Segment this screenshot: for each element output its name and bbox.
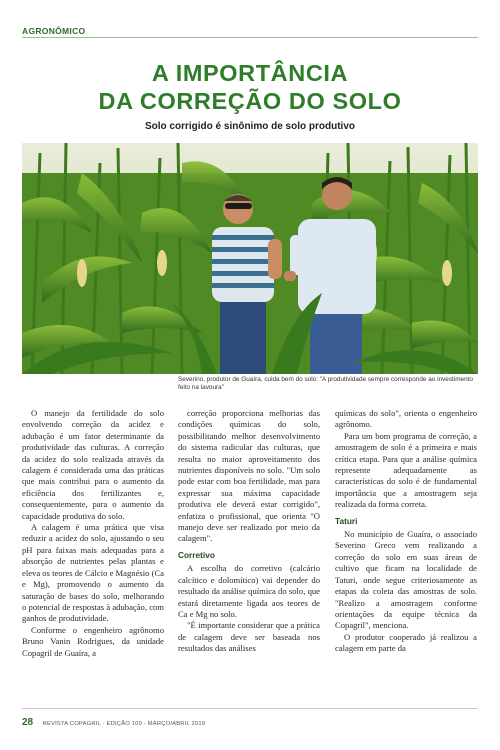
section-label: AGRONÔMICO — [22, 26, 86, 36]
paragraph: Conforme o engenheiro agrônomo Bruno Vanin Rodrigues, da unidade Copagril de Guaíra, a — [22, 624, 164, 658]
article-column-2 — [178, 408, 320, 655]
paragraph: químicas do solo", orienta o engenheiro agrônomo. — [335, 408, 477, 430]
photo-caption: Severino, produtor de Guaíra, cuida bem do solo: "A produtividade sempre corresponde ao investimento feito na lavoura" — [178, 376, 473, 391]
paragraph: A calagem é uma prática que visa reduzir a acidez do solo, ajustando o seu pH para faixas mais adequadas para a absorção de nutrientes pelas plantas e eleva os teores de Cálcio e Magnésio (Ca e Mg), promovendo o aumento da saturação de bases do solo, melhorando o potencial de respostas à adubação, com ganhos de produtividade. — [22, 522, 164, 624]
cornfield-photo — [22, 143, 478, 374]
paragraph: O manejo da fertilidade do solo envolvendo correção da acidez e adubação é um fator determinante da produtividade das culturas. A correção da acidez do solo realizada através da calagem é considerada uma das práticas que mais contribui para o aumento da eficiência dos fertilizantes e, consequentemente, para o aumento da capacidade produtiva do solo. — [22, 408, 164, 521]
section-divider — [22, 37, 478, 38]
footer-divider — [22, 708, 478, 709]
subheading-taturi: Taturi — [335, 515, 358, 526]
page-number: 28 — [22, 717, 34, 728]
paragraph: A escolha do corretivo (calcário calcítico e dolomítico) vai depender do resultado da análise química do solo, que estará diretamente ligada aos teores de Ca e Mg no solo. — [178, 563, 320, 619]
publication-info: REVISTA COPAGRIL - EDIÇÃO 109 - MARÇO/ABRIL 2019 — [42, 721, 206, 727]
article-subtitle: Solo corrigido é sinônimo de solo produtivo — [144, 121, 355, 132]
subheading-corretivo: Corretivo — [178, 549, 215, 560]
page-footer — [22, 712, 205, 730]
paragraph: O produtor cooperado já realizou a calagem em parte da — [335, 631, 477, 654]
paragraph: correção proporciona melhorias das condições químicas do solo, possibilitando melhor desenvolvimento do sistema radicular das culturas, que resulta no maior aproveitamento dos nutrientes disponíveis no solo. "Um solo pode estar com boa fertilidade, mas para expressar sua máxima capacidade produtiva ele deverá estar corrigido", enfatiza o profissional, que orienta "O manejo deve ser realizado por meio da calagem". — [178, 408, 320, 544]
article-column-1 — [22, 408, 164, 659]
article-title-line1: A IMPORTÂNCIA — [151, 60, 349, 86]
paragraph: Para um bom programa de correção, a amostragem de solo é a primeira e mais crítica etapa. Para que a análise química represente adequadamente as características do solo é de fundamental importância que a amostragem seja realizada da forma correta. — [335, 430, 477, 510]
paragraph: "É importante considerar que a prática de calagem deve ser baseada nos resultados das análises — [178, 620, 320, 654]
article-title-line2: DA CORREÇÃO DO SOLO — [98, 88, 402, 114]
paragraph: No município de Guaíra, o associado Severino Greco vem realizando a correção do solo em suas áreas de cultivo que ficam na localidade de Taturi, onde segue criteriosamente as etapas da coleta das amostras de solo. "Realizo a amostragem conforme orientações da equipe técnica da Copagril", menciona. — [335, 529, 477, 631]
article-column-3 — [335, 408, 477, 655]
